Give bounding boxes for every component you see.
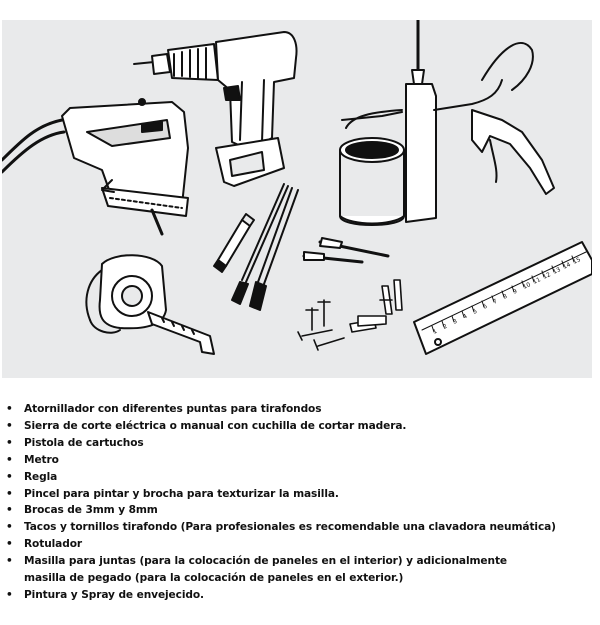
list-item: • Pistola de cartuchos (4, 435, 600, 452)
ruler-number: 3 (451, 317, 459, 326)
ruler-number: 14 (561, 261, 572, 271)
list-item: • Metro (4, 452, 600, 469)
marker-icon (214, 214, 254, 272)
ruler-number: 13 (551, 266, 562, 276)
ruler-number: 8 (501, 292, 509, 301)
list-item: • Pintura y Spray de envejecido. (4, 587, 600, 604)
list-item: • Sierra de corte eléctrica o manual con cuchilla de cortar madera. (4, 418, 600, 435)
tool-list (4, 401, 600, 604)
ruler-number: 12 (541, 271, 552, 281)
brushes-icon (232, 184, 298, 310)
screws-icon (298, 280, 402, 350)
paint-can-icon (340, 138, 404, 225)
caulking-gun-icon (342, 20, 554, 222)
tape-measure-icon (86, 255, 214, 354)
ruler-number: 6 (481, 302, 489, 311)
list-item: • Rotulador (4, 536, 600, 553)
list-item-continuation: masilla de pegado (para la colocación de paneles en el exterior.) (24, 572, 404, 585)
jigsaw-icon (2, 99, 188, 234)
ruler-number: 10 (521, 281, 532, 291)
list-item: • Masilla para juntas (para la colocación de paneles en el interior) y adicionalmente masilla de pegado (para la colocación de paneles en el exterior.) (4, 553, 600, 587)
list-item: • Atornillador con diferentes puntas para tirafondos (4, 401, 600, 418)
ruler-number: 4 (461, 312, 469, 321)
list-item: • Pincel para pintar y brocha para texturizar la masilla. (4, 486, 600, 503)
ruler-number: 9 (511, 287, 519, 296)
list-item: • Regla (4, 469, 600, 486)
ruler-number: 5 (471, 307, 479, 316)
ruler-number: 2 (441, 322, 449, 331)
drill-bits-icon (304, 238, 388, 262)
ruler-number: 1 (431, 327, 439, 336)
ruler-number: 11 (531, 276, 542, 286)
ruler-number: 15 (571, 256, 582, 266)
ruler-number: 7 (491, 297, 499, 306)
list-item: • Brocas de 3mm y 8mm (4, 502, 600, 519)
list-item: • Tacos y tornillos tirafondo (Para profesionales es recomendable una clavadora neumática) (4, 519, 600, 536)
tools-illustration (2, 20, 592, 378)
